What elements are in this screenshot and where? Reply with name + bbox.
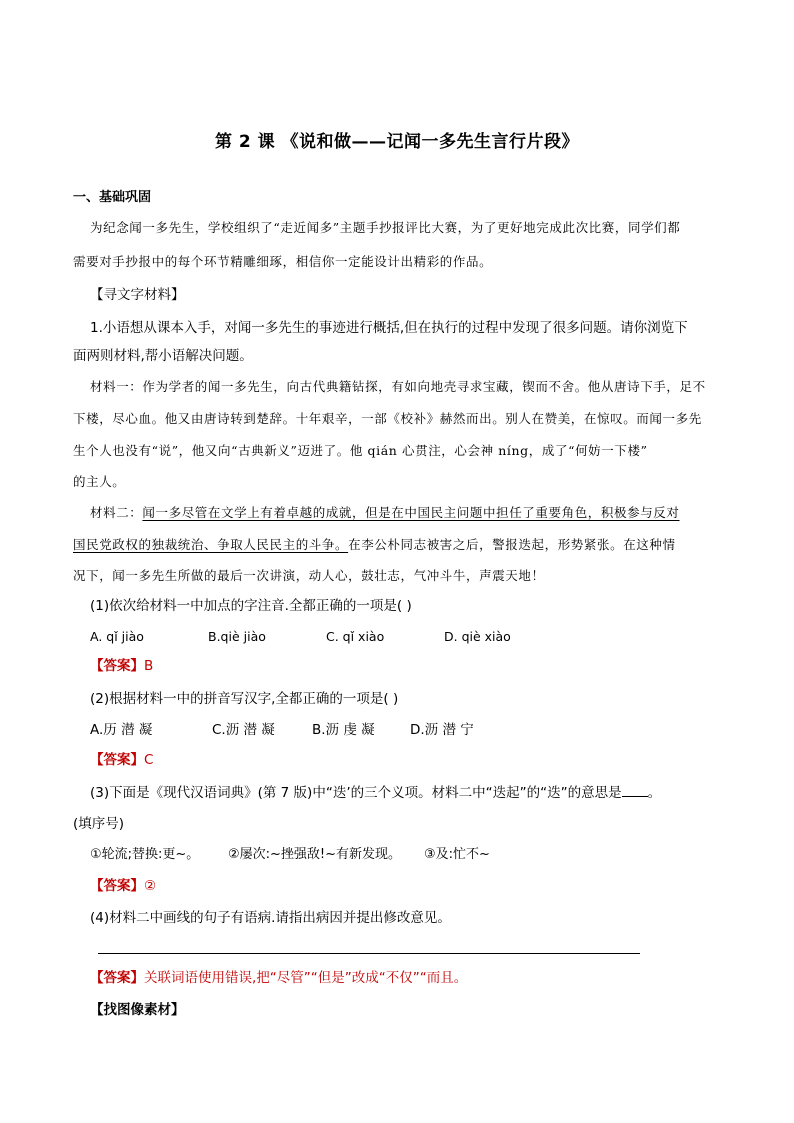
meaning-2: ②屡次:~挫强敌!~有新发现。 bbox=[228, 847, 402, 862]
section-heading-basic: 一、基础巩固 bbox=[73, 190, 152, 205]
material-2-underlined-2: 国民党政权的独裁统治、争取人民民主的斗争。 bbox=[73, 537, 349, 552]
material-2-line-2-rest: 在李公朴同志被害之后，警报迭起，形势紧张。在这种情 bbox=[348, 537, 676, 552]
question-1-4-stem: (4)材料二中画线的句子有语病.请指出病因并提出修改意见。 bbox=[90, 910, 451, 926]
answer-value: C bbox=[144, 752, 154, 768]
meaning-3: ③及:忙不~ bbox=[424, 847, 490, 862]
question-1-3-stem-line-2: (填序号) bbox=[73, 816, 125, 832]
question-1-3-stem-end: 。 bbox=[647, 785, 662, 801]
option-b: B.qiè jiào bbox=[208, 629, 266, 644]
answer-value: ② bbox=[144, 878, 157, 894]
subheading-image-material: 【找图像素材】 bbox=[90, 1002, 185, 1018]
material-1-line-2: 下楼，尽心血。他又由唐诗转到楚辞。十年艰辛，一部《校补》赫然而出。别人在赞美，在惊叹。而闻一多先 bbox=[73, 411, 702, 426]
answer-label: 【答案】 bbox=[90, 878, 144, 894]
intro-line-2: 需要对手抄报中的每个环节精雕细琢，相信你一定能设计出精彩的作品。 bbox=[73, 254, 493, 269]
question-1-3-meanings bbox=[90, 845, 490, 865]
material-2-underlined-1: 闻一多尽管在文学上有着卓越的成就，但是在中国民主问题中担任了重要角色，积极参与反对 bbox=[142, 505, 680, 520]
answer-value: 关联词语使用错误,把“尽管”“但是”改成“不仅”“而且。 bbox=[144, 970, 468, 986]
answer-1-2 bbox=[90, 750, 153, 770]
material-2-line-1 bbox=[90, 503, 680, 523]
subheading-text-material: 【寻文字材料】 bbox=[90, 287, 185, 303]
question-1-1-stem: (1)依次给材料一中加点的字注音.全都正确的一项是( ) bbox=[90, 598, 412, 614]
answer-blank bbox=[622, 784, 648, 797]
material-2-line-3: 况下，闻一多先生所做的最后一次讲演，动人心，鼓壮志，气冲斗牛，声震天地！ bbox=[73, 568, 545, 583]
question-1-2-options bbox=[90, 720, 474, 740]
page-title: 第 2 课 《说和做——记闻一多先生言行片段》 bbox=[214, 132, 580, 152]
intro-line-1: 为纪念闻一多先生，学校组织了“走近闻多”主题手抄报评比大赛，为了更好地完成此次比赛，同学们都 bbox=[90, 220, 681, 235]
material-2-prefix: 材料二： bbox=[90, 505, 143, 520]
meaning-1: ①轮流;替换:更~。 bbox=[90, 847, 200, 862]
answer-value: B bbox=[144, 658, 154, 674]
answer-1-3 bbox=[90, 876, 156, 896]
option-c: C.沥 潜 凝 bbox=[212, 722, 275, 738]
option-a: A.历 潜 凝 bbox=[90, 722, 153, 738]
question-1-3-stem bbox=[90, 783, 661, 803]
option-d: D.沥 潜 宁 bbox=[410, 722, 474, 738]
question-1-2-stem: (2)根据材料一中的拼音写汉字,全都正确的一项是( ) bbox=[90, 691, 399, 707]
answer-label: 【答案】 bbox=[90, 752, 144, 768]
material-1-line-1: 材料一：作为学者的闻一多先生，向古代典籍钻探，有如向地壳寻求宝藏，锲而不舍。他从唐诗下手，足不 bbox=[90, 379, 706, 394]
answer-label: 【答案】 bbox=[90, 658, 144, 674]
material-1-line-3: 生个人也没有“说”，他又向“古典新义”迈进了。他 qián 心贯注，心会神 níng，成了“何妨一下楼” bbox=[73, 443, 648, 458]
option-a: A. qǐ jiào bbox=[90, 629, 144, 644]
question-1-1-options bbox=[90, 627, 511, 647]
option-c: C. qǐ xiào bbox=[326, 629, 385, 644]
question-1-3-stem-text: (3)下面是《现代汉语词典》(第 7 版)中“迭’的三个义项。材料二中“迭起”的“迭”的意思是 bbox=[90, 785, 622, 801]
question-1-line-1: 1.小语想从课本入手，对闻一多先生的事迹进行概括,但在执行的过程中发现了很多问题。请你浏览下 bbox=[90, 320, 688, 336]
answer-label: 【答案】 bbox=[90, 970, 144, 986]
material-1-line-4: 的主人。 bbox=[73, 474, 126, 489]
answer-1-1 bbox=[90, 656, 153, 676]
option-b: B.沥 虔 凝 bbox=[312, 722, 375, 738]
question-1-line-2: 面两则材料,帮小语解决问题。 bbox=[73, 348, 253, 364]
answer-line bbox=[98, 953, 640, 954]
answer-1-4 bbox=[90, 968, 467, 988]
material-2-line-2 bbox=[73, 535, 676, 555]
option-d: D. qiè xiào bbox=[444, 629, 511, 644]
